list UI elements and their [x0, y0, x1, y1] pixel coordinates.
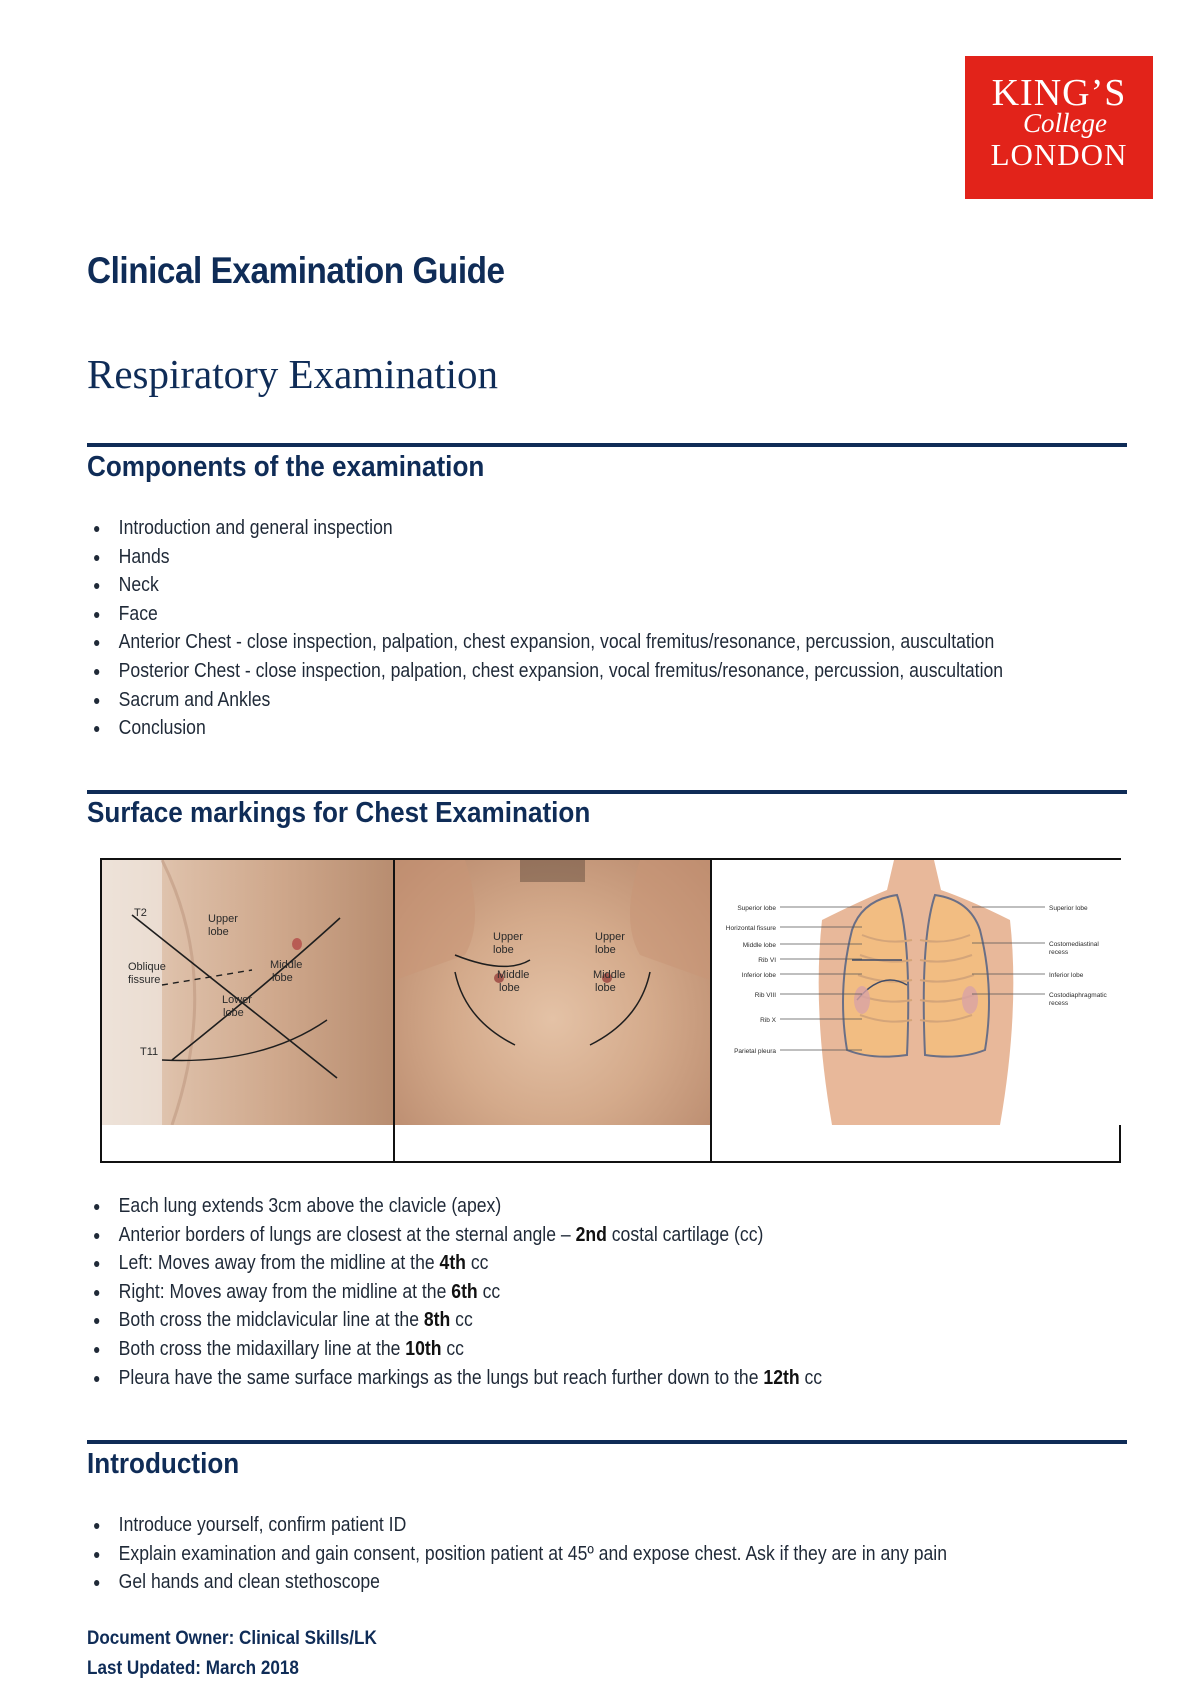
label-upper-lobe-b: lobe: [208, 926, 229, 938]
item-emphasis: 6th: [451, 1280, 478, 1303]
list-item: [87, 1221, 1139, 1250]
lateral-chest-svg: [102, 860, 393, 1125]
list-item: Sacrum and Ankles: [87, 686, 1139, 715]
list-item: Posterior Chest - close inspection, palpation, chest expansion, vocal fremitus/resonance, percussion, auscultation: [87, 657, 1139, 686]
item-emphasis: 12th: [763, 1366, 800, 1389]
label-anterior-middle-left-b: lobe: [499, 982, 520, 994]
heading-components: Components of the examination: [87, 451, 485, 483]
item-emphasis: 10th: [405, 1337, 442, 1360]
label-anterior-upper-left-b: lobe: [493, 944, 514, 956]
heading-surface-markings: Surface markings for Chest Examination: [87, 797, 591, 829]
introduction-list: [87, 1511, 1200, 1597]
page-title: Clinical Examination Guide: [87, 250, 505, 291]
list-item: Explain examination and gain consent, position patient at 45º and expose chest. Ask if they are in any pain: [87, 1540, 1139, 1569]
label-anterior-upper-right-b: lobe: [595, 944, 616, 956]
list-item: Face: [87, 600, 1139, 629]
item-text: cc: [799, 1366, 823, 1389]
item-text: Each lung extends 3cm above the clavicle (apex): [118, 1195, 502, 1217]
label-lower-lobe-a: Lower: [222, 994, 252, 1006]
label-t2: T2: [134, 907, 147, 919]
surface-markings-list: [87, 1192, 1200, 1392]
lung-anatomy-svg: [712, 860, 1121, 1125]
item-text: cc: [450, 1309, 473, 1332]
list-item: Gel hands and clean stethoscope: [87, 1568, 1139, 1597]
item-text: cc: [441, 1337, 464, 1360]
item-text: Right: Moves away from the midline at the: [118, 1280, 452, 1303]
anterior-chest-photo: [395, 860, 710, 1125]
list-item: [87, 1192, 1139, 1221]
diagram-label: Costomediastinal: [1049, 941, 1099, 948]
document-owner: Document Owner: Clinical Skills/LK: [87, 1628, 377, 1649]
page-subtitle: Respiratory Examination: [87, 351, 499, 397]
label-anterior-upper-right-a: Upper: [595, 931, 625, 943]
logo-line-kings: KING’S: [991, 72, 1127, 114]
section-rule-components: [87, 443, 1127, 447]
item-text: Left: Moves away from the midline at the: [118, 1252, 440, 1275]
list-item: Neck: [87, 571, 1139, 600]
label-lower-lobe-b: lobe: [223, 1007, 244, 1019]
list-item: [87, 1278, 1139, 1307]
diagram-label: Middle lobe: [742, 942, 776, 949]
label-anterior-middle-left-a: Middle: [497, 969, 530, 981]
list-item: [87, 1364, 1139, 1393]
list-item: [87, 1335, 1139, 1364]
lateral-chest-photo: [102, 860, 393, 1125]
list-item: Hands: [87, 543, 1139, 572]
item-text: Both cross the midclavicular line at the: [118, 1309, 424, 1332]
label-middle-lobe-a: Middle: [270, 959, 303, 971]
list-item: [87, 1306, 1139, 1335]
diagram-label: Parietal pleura: [734, 1048, 776, 1055]
item-emphasis: 4th: [439, 1252, 466, 1275]
logo-line-london: LONDON: [990, 137, 1128, 172]
item-text: Anterior borders of lungs are closest at the sternal angle –: [118, 1223, 576, 1246]
diagram-label: Horizontal fissure: [725, 925, 776, 932]
diagram-label: Superior lobe: [1049, 905, 1088, 912]
label-anterior-middle-right-b: lobe: [595, 982, 616, 994]
item-emphasis: 2nd: [575, 1223, 607, 1246]
diagram-label: Rib VIII: [754, 992, 776, 999]
diagram-label: recess: [1049, 1000, 1069, 1007]
list-item: Anterior Chest - close inspection, palpation, chest expansion, vocal fremitus/resonance, percussion, auscultation: [87, 628, 1139, 657]
surface-markings-figure: [100, 858, 1121, 1163]
item-text: cc: [477, 1280, 501, 1303]
label-anterior-upper-left-a: Upper: [493, 931, 523, 943]
diagram-label: Inferior lobe: [1049, 972, 1084, 979]
section-rule-surface: [87, 790, 1127, 794]
item-text: costal cartilage (cc): [606, 1223, 764, 1246]
list-item: Introduce yourself, confirm patient ID: [87, 1511, 1139, 1540]
components-list: [87, 514, 1200, 743]
list-item: Introduction and general inspection: [87, 514, 1139, 543]
item-emphasis: 8th: [423, 1309, 451, 1332]
diagram-label: Rib X: [760, 1017, 776, 1024]
label-upper-lobe-a: Upper: [208, 913, 238, 925]
diagram-label: Inferior lobe: [741, 972, 776, 979]
label-oblique: Oblique: [128, 961, 166, 973]
diagram-label: Rib VI: [758, 957, 776, 964]
item-text: Pleura have the same surface markings as the lungs but reach further down to the: [118, 1366, 764, 1389]
anterior-chest-svg: [395, 860, 710, 1125]
diagram-label: Superior lobe: [737, 905, 776, 912]
label-anterior-middle-right-a: Middle: [593, 969, 626, 981]
lung-anatomy-diagram: [712, 860, 1121, 1125]
heading-introduction: Introduction: [87, 1448, 240, 1480]
label-fissure: fissure: [128, 974, 161, 986]
list-item: Conclusion: [87, 714, 1139, 743]
item-text: Both cross the midaxillary line at the: [118, 1337, 406, 1360]
logo-line-college: College: [1023, 108, 1107, 138]
kings-college-logo: [965, 56, 1153, 199]
label-middle-lobe-b: lobe: [272, 972, 293, 984]
item-text: cc: [465, 1252, 489, 1275]
section-rule-introduction: [87, 1440, 1127, 1444]
list-item: [87, 1249, 1139, 1278]
last-updated: Last Updated: March 2018: [87, 1658, 299, 1679]
diagram-label: Costodiaphragmatic: [1049, 992, 1107, 999]
label-t11: T11: [140, 1046, 159, 1058]
diagram-label: recess: [1049, 949, 1069, 956]
